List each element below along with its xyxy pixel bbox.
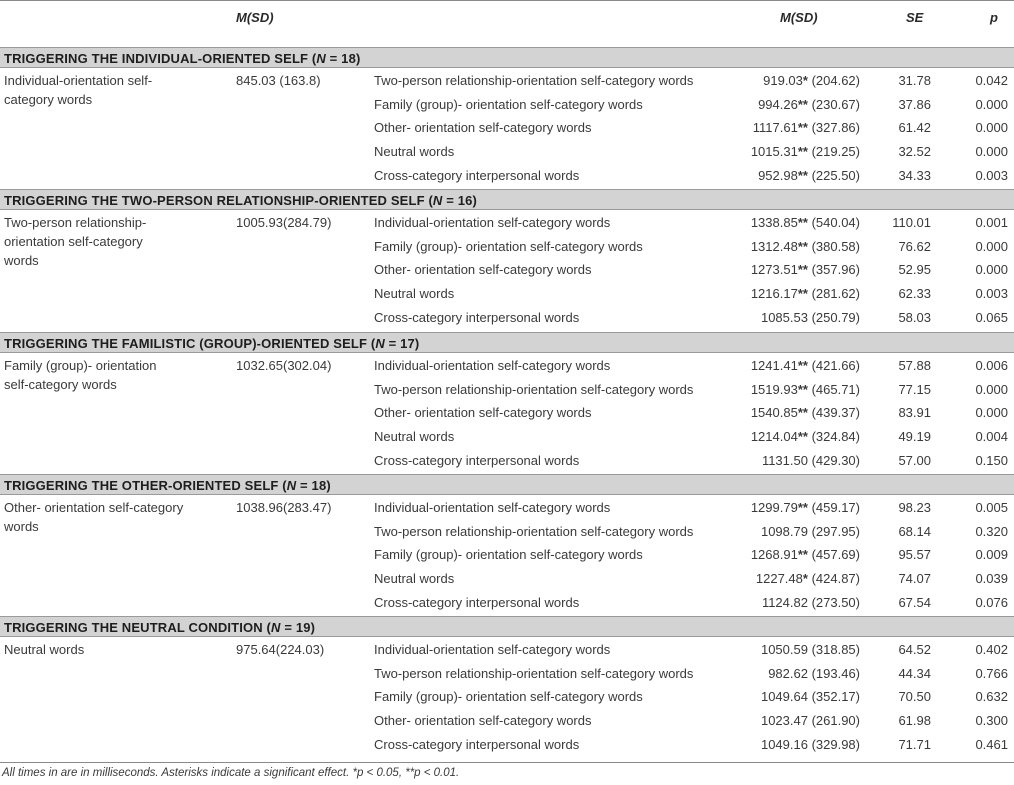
comparison-label: Neutral words (374, 571, 455, 586)
target-msd: 975.64(224.03) (236, 642, 325, 657)
comparison-se: 31.78 (898, 73, 931, 88)
comparison-se: 64.52 (898, 642, 931, 657)
section-header (0, 47, 1014, 68)
significance-marker: ** (797, 215, 808, 230)
comparison-msd (753, 118, 860, 137)
significance-marker: ** (797, 405, 808, 420)
comparison-msd (751, 260, 860, 279)
msd-sd: (380.58) (807, 239, 860, 254)
comparison-se: 110.01 (892, 215, 931, 230)
comparison-msd (756, 569, 860, 588)
msd-sd: (459.17) (807, 500, 860, 515)
comparison-se: 76.62 (898, 239, 931, 254)
comparison-p: 0.000 (975, 262, 1008, 277)
section-title (4, 478, 331, 493)
msd-value: 1124.82 (273.50) (761, 595, 860, 610)
msd-sd: (540.04) (807, 215, 860, 230)
comparison-label: Cross-category interpersonal words (374, 737, 580, 752)
comparison-msd (751, 356, 860, 375)
comparison-se: 34.33 (898, 168, 931, 183)
comparison-msd (751, 142, 860, 161)
comparison-se: 68.14 (898, 524, 931, 539)
msd-value: 1227.48 (755, 571, 803, 586)
significance-marker: ** (797, 120, 808, 135)
msd-sd: (324.84) (807, 429, 860, 444)
section-title-n: N (375, 336, 385, 351)
msd-sd: (204.62) (807, 73, 860, 88)
comparison-se: 37.86 (898, 97, 931, 112)
msd-sd: (465.71) (807, 382, 860, 397)
msd-value: 919.03 (763, 73, 803, 88)
significance-marker: ** (797, 168, 808, 183)
comparison-p: 0.003 (975, 168, 1008, 183)
comparison-se: 70.50 (898, 689, 931, 704)
comparison-p: 0.065 (975, 310, 1008, 325)
comparison-p: 0.461 (975, 737, 1008, 752)
msd-value: 1216.17 (750, 286, 798, 301)
significance-marker: ** (797, 547, 808, 562)
comparison-label: Cross-category interpersonal words (374, 310, 580, 325)
section-title-n: N (316, 51, 326, 66)
comparison-se: 57.00 (898, 453, 931, 468)
header-p: p (990, 10, 998, 25)
comparison-se: 98.23 (898, 500, 931, 515)
comparison-label: Cross-category interpersonal words (374, 595, 580, 610)
section-title-text: TRIGGERING THE FAMILISTIC (GROUP)-ORIENTED SELF ( (4, 336, 376, 351)
section-title-count: = 16) (442, 193, 477, 208)
comparison-label: Other- orientation self-category words (374, 262, 592, 277)
section-title-text: TRIGGERING THE OTHER-ORIENTED SELF ( (4, 478, 287, 493)
section-title-n: N (286, 478, 297, 493)
header-comparison-msd: M(SD) (780, 10, 818, 25)
target-category: Neutral words (4, 642, 85, 657)
comparison-p: 0.076 (975, 595, 1008, 610)
msd-sd: (439.37) (807, 405, 860, 420)
comparison-msd (762, 593, 860, 612)
comparison-msd (751, 213, 860, 232)
comparison-msd (751, 545, 860, 564)
section-title-count: = 18) (325, 51, 361, 66)
table-bottom-rule (0, 762, 1014, 763)
significance-marker: ** (797, 239, 808, 254)
comparison-msd (751, 380, 860, 399)
comparison-msd (751, 237, 860, 256)
target-msd: 1032.65(302.04) (236, 358, 332, 373)
comparison-se: 58.03 (898, 310, 931, 325)
comparison-p: 0.039 (975, 571, 1008, 586)
msd-sd: (230.67) (807, 97, 860, 112)
comparison-se: 52.95 (898, 262, 931, 277)
msd-value: 1299.79 (750, 500, 798, 515)
comparison-p: 0.009 (975, 547, 1008, 562)
section-header (0, 616, 1014, 637)
section-title-text: TRIGGERING THE INDIVIDUAL-ORIENTED SELF ( (4, 51, 317, 66)
msd-value: 1241.41 (750, 358, 798, 373)
msd-sd: (457.69) (807, 547, 860, 562)
comparison-se: 61.42 (898, 120, 931, 135)
comparison-label: Neutral words (374, 144, 455, 159)
section-title-n: N (271, 620, 281, 635)
comparison-label: Individual-orientation self-category words (374, 358, 611, 373)
comparison-label: Other- orientation self-category words (374, 120, 592, 135)
section-title (4, 51, 360, 66)
msd-sd: (357.96) (807, 262, 860, 277)
section-title-text: TRIGGERING THE TWO-PERSON RELATIONSHIP-ORIENTED SELF ( (4, 193, 433, 208)
significance-marker: ** (797, 382, 808, 397)
section-title-count: = 19) (280, 620, 316, 635)
comparison-p: 0.300 (975, 713, 1008, 728)
comparison-msd (768, 664, 860, 683)
msd-sd: (327.86) (807, 120, 860, 135)
msd-sd: (219.25) (807, 144, 860, 159)
comparison-se: 61.98 (898, 713, 931, 728)
comparison-msd (751, 284, 860, 303)
comparison-msd (761, 711, 860, 730)
comparison-msd (762, 451, 860, 470)
table-footnote: All times in are in milliseconds. Asterisks indicate a significant effect. *p < 0.05, **p < 0.01. (2, 767, 460, 779)
comparison-se: 57.88 (898, 358, 931, 373)
comparison-msd (763, 71, 860, 90)
section-header (0, 332, 1014, 353)
comparison-label: Neutral words (374, 286, 455, 301)
msd-value: 1098.79 (297.95) (760, 524, 860, 539)
target-category: Other- orientation self-category words (4, 500, 184, 534)
comparison-label: Two-person relationship-orientation self-category words (374, 382, 694, 397)
significance-marker: ** (797, 286, 808, 301)
comparison-p: 0.003 (975, 286, 1008, 301)
comparison-p: 0.766 (975, 666, 1008, 681)
msd-value: 1268.91 (750, 547, 798, 562)
comparison-se: 71.71 (898, 737, 931, 752)
msd-value: 994.26 (758, 97, 798, 112)
comparison-p: 0.001 (975, 215, 1008, 230)
comparison-se: 95.57 (898, 547, 931, 562)
comparison-label: Two-person relationship-orientation self-category words (374, 666, 694, 681)
section-title (4, 620, 315, 635)
comparison-msd (751, 427, 860, 446)
section-title-n: N (432, 193, 443, 208)
comparison-p: 0.402 (975, 642, 1008, 657)
msd-value: 1214.04 (750, 429, 798, 444)
comparison-se: 62.33 (898, 286, 931, 301)
msd-value: 1519.93 (750, 382, 798, 397)
msd-value: 1050.59 (318.85) (760, 642, 860, 657)
msd-sd: (225.50) (807, 168, 860, 183)
section-header (0, 474, 1014, 495)
table-top-rule (0, 0, 1014, 1)
comparison-p: 0.632 (975, 689, 1008, 704)
msd-value: 1312.48 (750, 239, 798, 254)
comparison-p: 0.000 (975, 144, 1008, 159)
comparison-label: Individual-orientation self-category words (374, 215, 611, 230)
comparison-msd (761, 640, 860, 659)
msd-value: 1131.50 (429.30) (761, 453, 860, 468)
significance-marker: * (802, 73, 808, 88)
significance-marker: ** (797, 429, 808, 444)
comparison-label: Other- orientation self-category words (374, 405, 592, 420)
comparison-msd (751, 498, 860, 517)
comparison-p: 0.000 (975, 120, 1008, 135)
msd-value: 982.62 (193.46) (768, 666, 860, 681)
comparison-label: Family (group)- orientation self-category words (374, 689, 643, 704)
comparison-label: Other- orientation self-category words (374, 713, 592, 728)
significance-marker: ** (797, 358, 808, 373)
comparison-msd (758, 95, 860, 114)
msd-value: 1049.16 (329.98) (760, 737, 860, 752)
comparison-p: 0.042 (975, 73, 1008, 88)
comparison-label: Family (group)- orientation self-category words (374, 547, 643, 562)
section-title (4, 193, 477, 208)
target-msd: 845.03 (163.8) (236, 73, 321, 88)
msd-value: 1117.61 (752, 120, 798, 135)
comparison-se: 49.19 (898, 429, 931, 444)
msd-value: 1023.47 (261.90) (760, 713, 860, 728)
section-title (4, 336, 419, 351)
comparison-label: Individual-orientation self-category words (374, 642, 611, 657)
msd-sd: (421.66) (807, 358, 860, 373)
significance-marker: ** (797, 144, 808, 159)
significance-marker: * (802, 571, 808, 586)
section-title-count: = 18) (296, 478, 331, 493)
comparison-label: Cross-category interpersonal words (374, 168, 580, 183)
msd-sd: (424.87) (807, 571, 860, 586)
comparison-msd (758, 166, 860, 185)
comparison-msd (761, 687, 860, 706)
section-title-text: TRIGGERING THE NEUTRAL CONDITION ( (4, 620, 272, 635)
msd-value: 1015.31 (750, 144, 798, 159)
comparison-p: 0.005 (975, 500, 1008, 515)
comparison-se: 83.91 (898, 405, 931, 420)
target-msd: 1005.93(284.79) (236, 215, 332, 230)
comparison-p: 0.000 (975, 239, 1008, 254)
msd-value: 1338.85 (750, 215, 798, 230)
comparison-label: Two-person relationship-orientation self-category words (374, 524, 694, 539)
comparison-label: Neutral words (374, 429, 455, 444)
target-category: Two-person relationship-orientation self-category words (4, 215, 147, 268)
comparison-p: 0.320 (975, 524, 1008, 539)
comparison-msd (761, 308, 860, 327)
comparison-p: 0.150 (975, 453, 1008, 468)
comparison-p: 0.000 (975, 405, 1008, 420)
target-msd: 1038.96(283.47) (236, 500, 332, 515)
comparison-label: Family (group)- orientation self-category words (374, 97, 643, 112)
comparison-p: 0.006 (975, 358, 1008, 373)
comparison-se: 77.15 (898, 382, 931, 397)
comparison-se: 44.34 (898, 666, 931, 681)
comparison-label: Individual-orientation self-category words (374, 500, 611, 515)
msd-value: 1540.85 (750, 405, 798, 420)
target-category: Individual-orientation self-category words (4, 73, 153, 107)
comparison-se: 74.07 (898, 571, 931, 586)
target-category: Family (group)- orientation self-category words (4, 358, 157, 392)
comparison-label: Two-person relationship-orientation self-category words (374, 73, 694, 88)
comparison-label: Family (group)- orientation self-category words (374, 239, 643, 254)
header-se: SE (906, 10, 924, 25)
section-header (0, 189, 1014, 210)
significance-marker: ** (797, 500, 808, 515)
msd-value: 1273.51 (750, 262, 798, 277)
msd-sd: (281.62) (807, 286, 860, 301)
header-target-msd: M(SD) (236, 10, 274, 25)
comparison-msd (761, 522, 860, 541)
significance-marker: ** (797, 97, 808, 112)
comparison-p: 0.000 (975, 97, 1008, 112)
comparison-msd (751, 403, 860, 422)
msd-value: 1049.64 (352.17) (760, 689, 860, 704)
msd-value: 952.98 (758, 168, 798, 183)
comparison-msd (761, 735, 860, 754)
significance-marker: ** (797, 262, 808, 277)
msd-value: 1085.53 (250.79) (760, 310, 860, 325)
comparison-p: 0.004 (975, 429, 1008, 444)
section-title-count: = 17) (384, 336, 420, 351)
comparison-se: 32.52 (898, 144, 931, 159)
comparison-p: 0.000 (975, 382, 1008, 397)
comparison-se: 67.54 (898, 595, 931, 610)
comparison-label: Cross-category interpersonal words (374, 453, 580, 468)
